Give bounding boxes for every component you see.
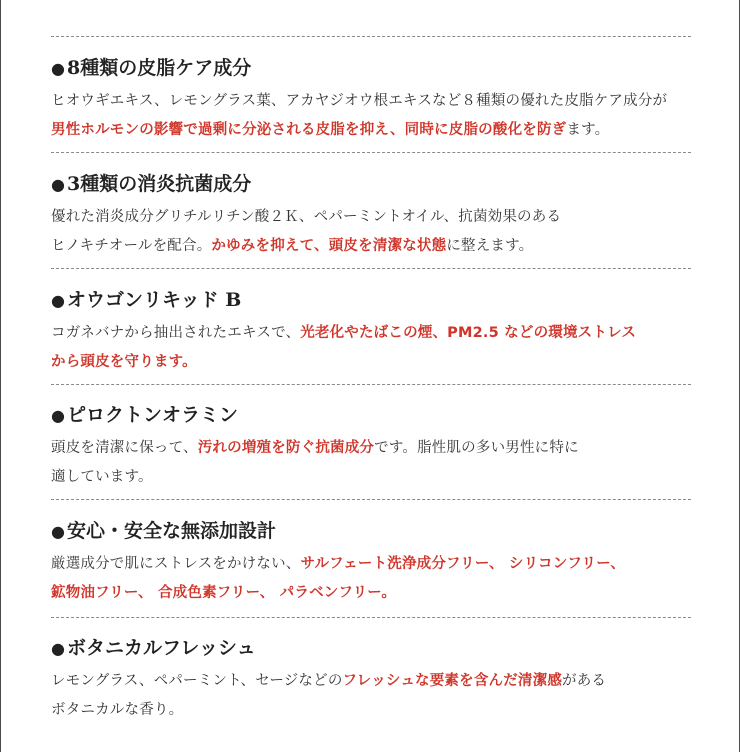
- description-text: ヒオウギエキス、レモングラス葉、アカヤジオウ根エキスなど８種類の優れた皮脂ケア成分が: [51, 93, 668, 109]
- feature-title: [51, 519, 691, 544]
- feature-description: [51, 434, 691, 492]
- bullet-icon: ●: [51, 639, 65, 658]
- feature-description: [51, 550, 691, 608]
- feature-piroctone-olamine: [51, 403, 691, 492]
- feature-description: [51, 319, 691, 377]
- divider: [51, 384, 691, 385]
- description-text: ます。: [566, 122, 610, 138]
- bullet-icon: ●: [51, 175, 65, 194]
- bullet-icon: ●: [51, 522, 65, 541]
- description-text: がある: [562, 673, 607, 689]
- highlight-text: 男性ホルモンの影響で過剰に分泌される皮脂を抑え、同時に皮脂の酸化を防ぎ: [51, 122, 567, 138]
- description-text: 厳選成分で肌にストレスをかけない、: [51, 556, 301, 572]
- highlight-text: サルフェート洗浄成分フリー、 シリコンフリー、: [300, 556, 626, 572]
- highlight-text: 光老化やたばこの煙、PM2.5 などの環境ストレス: [300, 325, 637, 341]
- description-text: 頭皮を清潔に保って、: [51, 440, 198, 456]
- bullet-icon: ●: [51, 291, 65, 310]
- feature-title: [51, 403, 691, 428]
- feature-anti-inflammatory: [51, 172, 691, 261]
- highlight-text: フレッシュな要素を含んだ清潔感: [342, 673, 563, 689]
- description-text: です。脂性肌の多い男性に特に: [374, 440, 579, 456]
- feature-title-text: 8種類の皮脂ケア成分: [66, 57, 252, 79]
- highlight-text: 汚れの増殖を防ぐ抗菌成分: [197, 440, 375, 456]
- feature-description: [51, 87, 691, 145]
- feature-botanical-fresh: [51, 636, 691, 725]
- description-text: ヒノキチオールを配合。: [51, 238, 212, 254]
- feature-title-text: 安心・安全な無添加設計: [66, 520, 276, 542]
- feature-title: [51, 56, 691, 81]
- feature-title-text: ボタニカルフレッシュ: [66, 637, 256, 659]
- divider: [51, 268, 691, 269]
- description-text: 適しています。: [51, 469, 153, 485]
- feature-title-text: 3種類の消炎抗菌成分: [66, 173, 252, 195]
- feature-ougon-liquid: [51, 288, 691, 377]
- divider: [51, 152, 691, 153]
- bullet-icon: ●: [51, 406, 65, 425]
- highlight-text: から頭皮を守ります。: [51, 354, 197, 370]
- feature-title-text: ピロクトンオラミン: [66, 404, 238, 426]
- description-text: コガネバナから抽出されたエキスで、: [51, 325, 301, 341]
- highlight-text: 鉱物油フリー、 合成色素フリー、 パラベンフリー。: [51, 585, 397, 601]
- feature-title: [51, 636, 691, 661]
- description-text: に整えます。: [446, 238, 534, 254]
- divider: [51, 36, 691, 37]
- feature-description: [51, 203, 691, 261]
- divider: [51, 499, 691, 500]
- highlight-text: かゆみを抑えて、頭皮を清潔な状態: [211, 238, 447, 254]
- feature-title-text: オウゴンリキッド B: [66, 289, 242, 311]
- feature-additive-free: [51, 519, 691, 608]
- feature-description: [51, 667, 691, 725]
- feature-title: [51, 288, 691, 313]
- description-text: レモングラス、ペパーミント、セージなどの: [51, 673, 343, 689]
- bullet-icon: ●: [51, 59, 65, 78]
- feature-title: [51, 172, 691, 197]
- divider: [51, 617, 691, 618]
- description-text: 優れた消炎成分グリチルリチン酸２Ｋ、ペパーミントオイル、抗菌効果のある: [51, 209, 562, 225]
- feature-sebum-care: [51, 56, 691, 145]
- description-text: ボタニカルな香り。: [51, 702, 184, 718]
